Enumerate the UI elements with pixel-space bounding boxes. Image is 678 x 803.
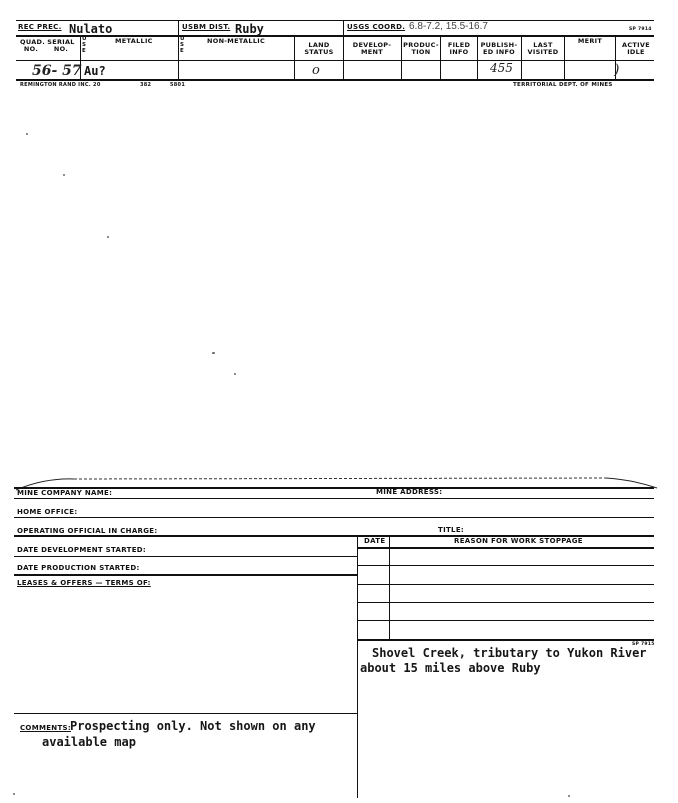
published-info-value: 455 — [490, 61, 513, 75]
last-visited-header: LAST VISITED — [527, 41, 559, 56]
rule — [14, 574, 357, 576]
speck — [568, 795, 570, 797]
rule — [178, 20, 179, 80]
rec-prec-label: REC PREC. — [18, 23, 62, 31]
printer-imprint: REMINGTON RAND INC. 20 — [20, 82, 101, 88]
location-line-1: Shovel Creek, tributary to Yukon River — [372, 646, 647, 660]
use-right-label: U S E — [180, 36, 185, 54]
rule — [343, 20, 344, 80]
non-metallic-header: NON-METALLIC — [207, 37, 266, 45]
date-development-started-label: DATE DEVELOPMENT STARTED: — [17, 546, 147, 554]
department-imprint: TERRITORIAL DEPT. OF MINES — [513, 82, 613, 88]
filed-info-header: FILED INFO — [447, 41, 471, 56]
rule — [440, 36, 441, 80]
date-column-header: DATE — [364, 537, 386, 545]
rule — [357, 620, 654, 621]
quad-no-header: QUAD. NO. — [20, 38, 45, 53]
rule — [357, 602, 654, 603]
active-idle-header: ACTIVE IDLE — [622, 41, 650, 56]
home-office-label: HOME OFFICE: — [17, 508, 78, 516]
location-line-2: about 15 miles above Ruby — [360, 661, 541, 675]
form-number-top: SP 7914 — [629, 27, 652, 32]
printer-code-1: 382 — [140, 82, 152, 88]
rec-prec-value: Nulato — [69, 22, 113, 36]
rule — [389, 536, 390, 639]
serial-no-header: SERIAL NO. — [47, 38, 75, 53]
merit-header: MERIT — [577, 37, 603, 45]
usbm-dist-label: USBM DIST. — [182, 23, 231, 31]
quad-serial-value: 56- 57 — [32, 63, 82, 79]
speck — [26, 133, 28, 135]
production-header: PRODUC-TION — [403, 41, 439, 56]
reason-column-header: REASON FOR WORK STOPPAGE — [454, 537, 583, 545]
rule — [294, 36, 295, 80]
land-status-value: o — [312, 63, 320, 78]
operating-official-label: OPERATING OFFICIAL IN CHARGE: — [17, 527, 158, 535]
metallic-value: Au? — [84, 64, 106, 78]
title-label: TITLE: — [438, 526, 464, 534]
metallic-header: METALLIC — [115, 37, 153, 45]
usgs-coord-label: USGS COORD. — [347, 23, 406, 31]
speck — [234, 373, 236, 375]
published-info-header: PUBLISH-ED INFO — [480, 41, 518, 56]
rule — [14, 498, 654, 499]
rule — [357, 536, 358, 798]
printer-code-2: 5801 — [170, 82, 186, 88]
land-status-header: LAND STATUS — [304, 41, 334, 56]
rule — [14, 713, 357, 714]
speck — [63, 174, 65, 176]
mine-company-name-label: MINE COMPANY NAME: — [17, 489, 113, 497]
rule — [357, 547, 654, 549]
usbm-dist-value: Ruby — [235, 22, 264, 36]
rule — [14, 556, 357, 557]
development-header: DEVELOP-MENT — [352, 41, 392, 56]
date-production-started-label: DATE PRODUCTION STARTED: — [17, 564, 140, 572]
rule — [521, 36, 522, 80]
speck — [212, 352, 215, 354]
active-idle-value: ) — [614, 62, 620, 78]
speck — [13, 793, 15, 795]
rule — [16, 60, 654, 61]
comments-line-1: Prospecting only. Not shown on any — [70, 719, 316, 733]
comments-line-2: available map — [42, 735, 136, 749]
comments-label: COMMENTS: — [20, 724, 71, 732]
rule — [477, 36, 478, 80]
use-left-label: U S E — [82, 36, 87, 54]
rule — [14, 517, 654, 518]
rule — [16, 79, 654, 81]
rule — [357, 639, 654, 641]
form-number-bottom: SP 7915 — [632, 642, 655, 647]
mine-address-label: MINE ADDRESS: — [376, 488, 443, 496]
usgs-coord-value: 6.8-7.2, 15.5-16.7 — [409, 21, 488, 32]
rule — [401, 36, 402, 80]
rule — [357, 584, 654, 585]
rule — [357, 565, 654, 566]
rule — [564, 36, 565, 80]
speck — [107, 236, 109, 238]
leases-offers-label: LEASES & OFFERS — TERMS OF: — [17, 579, 151, 587]
rule — [16, 20, 654, 21]
